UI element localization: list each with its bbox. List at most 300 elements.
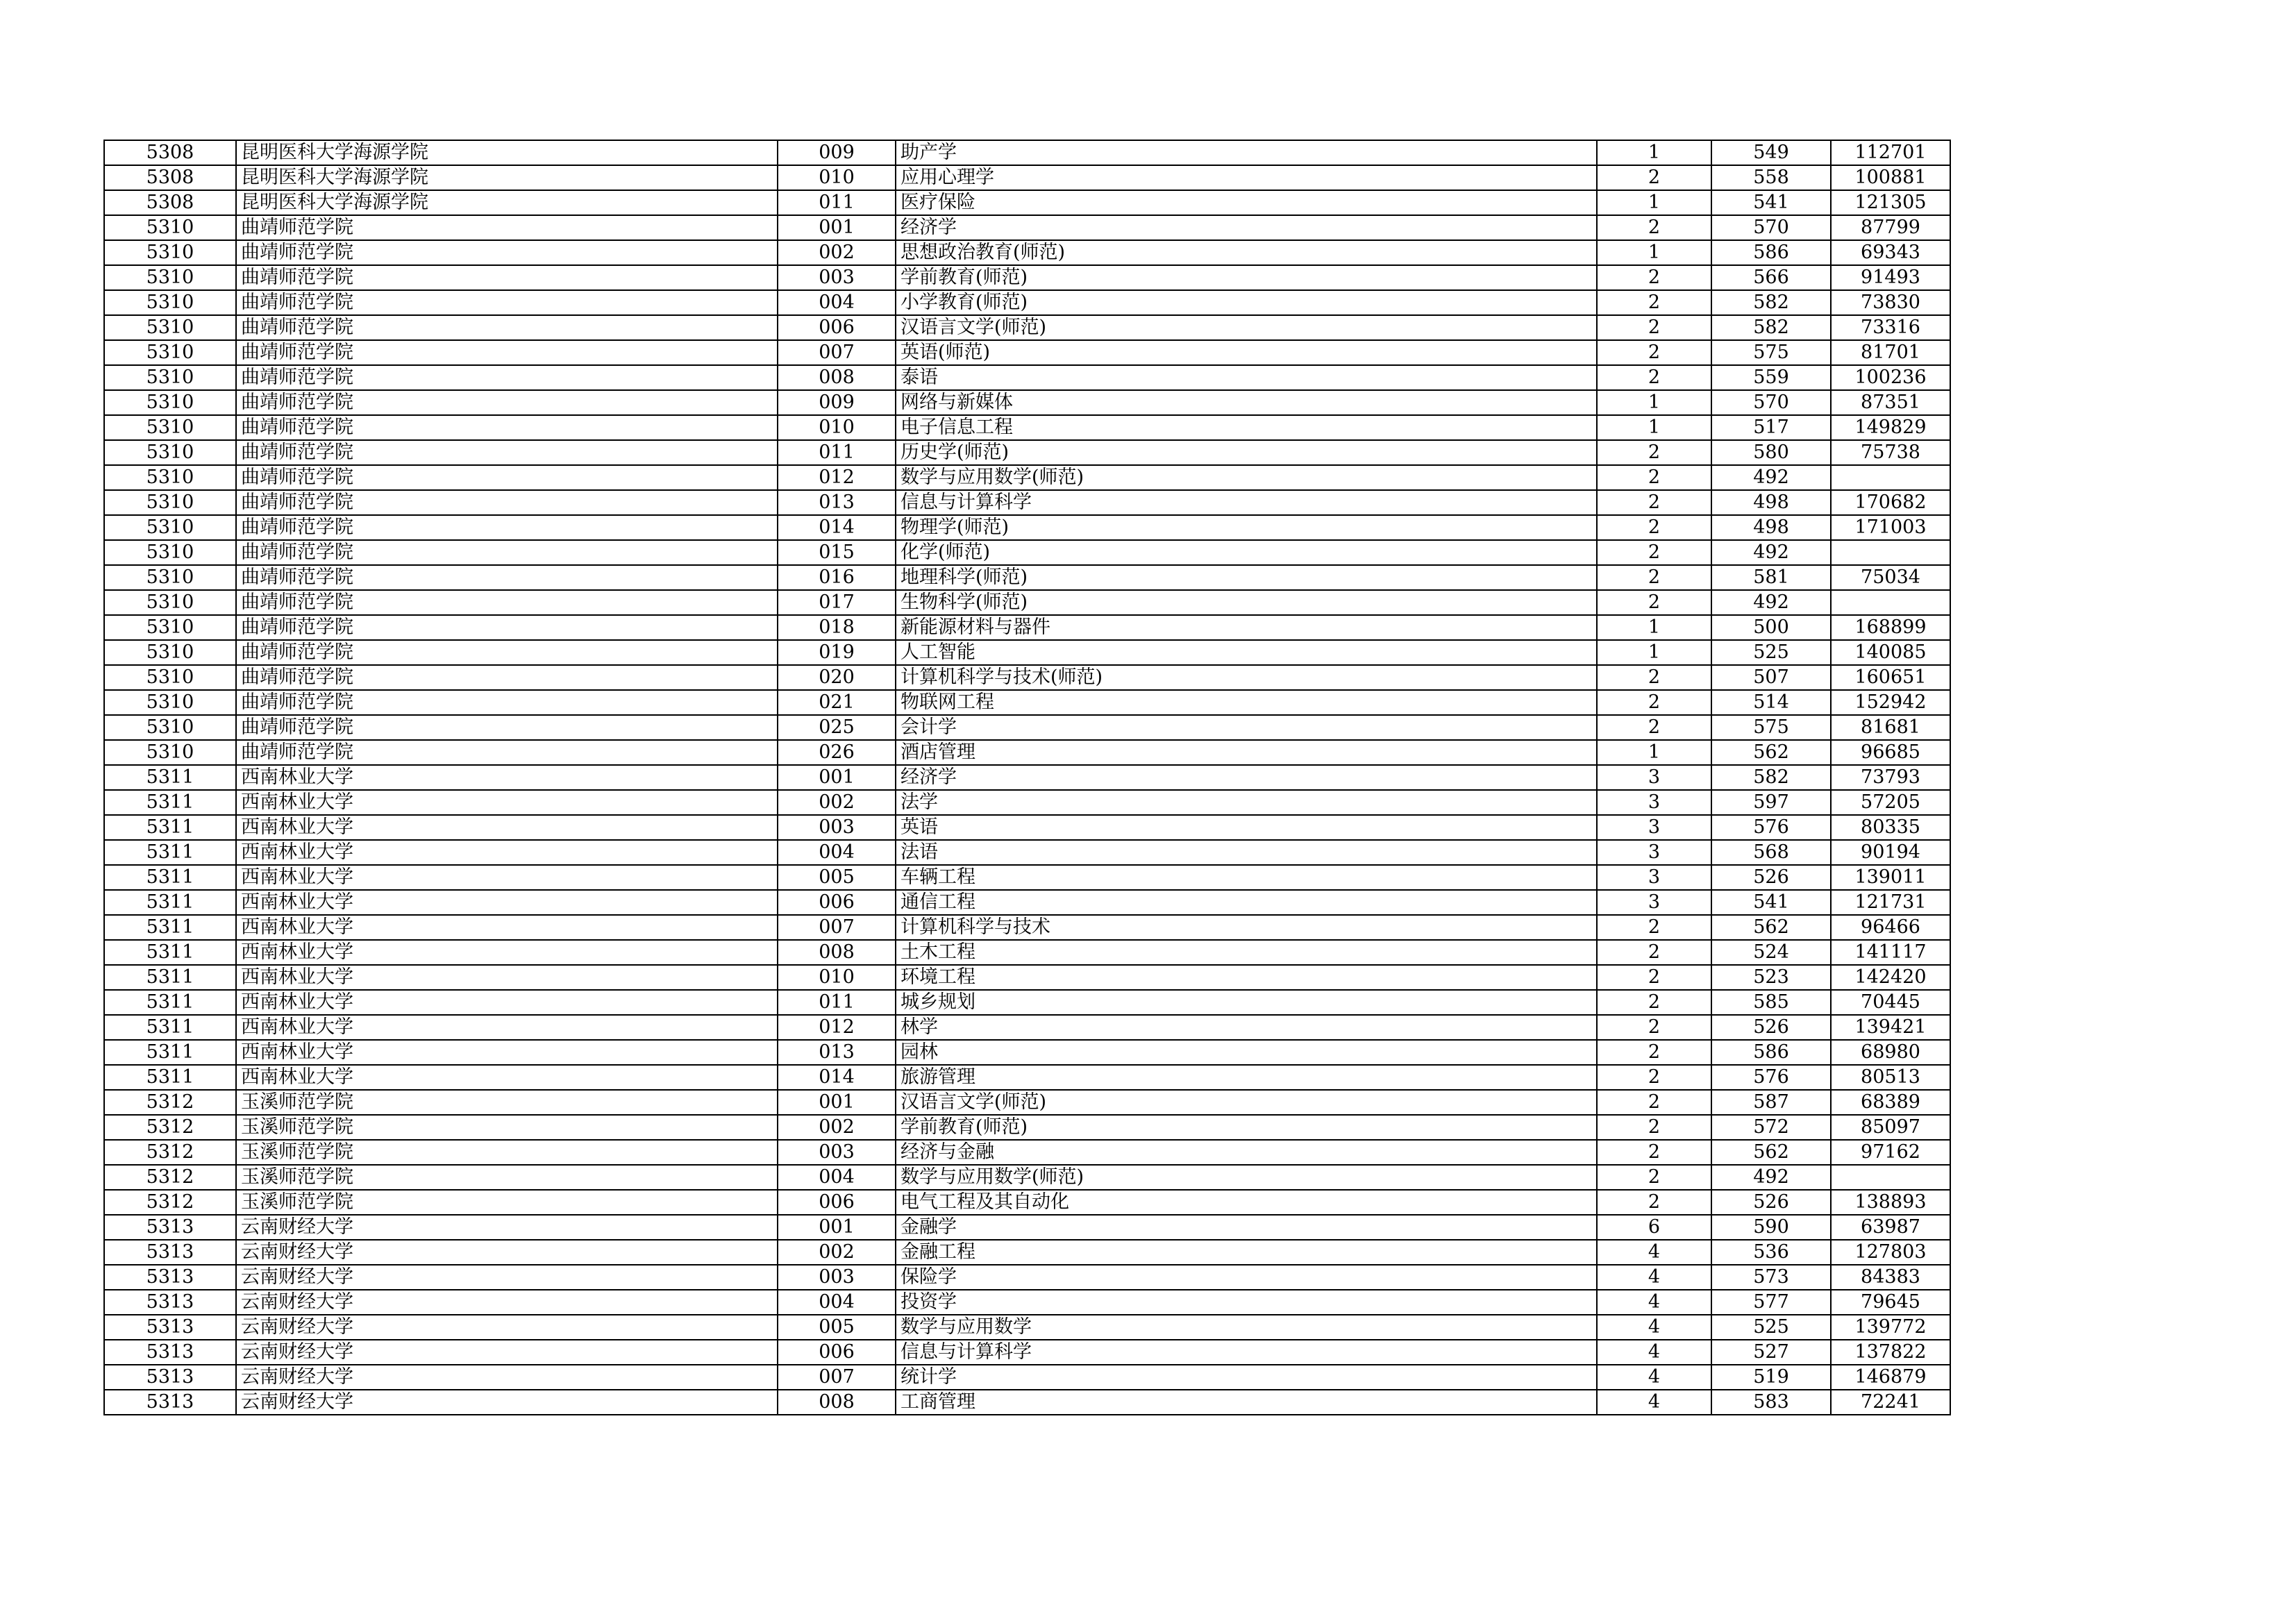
- cell-school-code: 5308: [104, 190, 236, 215]
- cell-school-name: 玉溪师范学院: [236, 1165, 778, 1190]
- cell-min-score: 500: [1711, 615, 1831, 640]
- cell-plan-count: 3: [1597, 865, 1711, 890]
- cell-min-rank: 146879: [1831, 1365, 1950, 1390]
- cell-school-name: 曲靖师范学院: [236, 540, 778, 565]
- cell-plan-count: 2: [1597, 490, 1711, 515]
- cell-major-code: 020: [778, 665, 896, 690]
- cell-school-code: 5310: [104, 640, 236, 665]
- cell-min-score: 526: [1711, 1190, 1831, 1215]
- cell-major-code: 004: [778, 1165, 896, 1190]
- cell-plan-count: 1: [1597, 740, 1711, 765]
- table-row: [104, 590, 1950, 615]
- cell-major-code: 004: [778, 1290, 896, 1315]
- cell-plan-count: 3: [1597, 790, 1711, 815]
- cell-plan-count: 2: [1597, 1015, 1711, 1040]
- cell-school-code: 5311: [104, 915, 236, 940]
- cell-school-code: 5313: [104, 1290, 236, 1315]
- cell-min-score: 570: [1711, 215, 1831, 240]
- cell-major-name: 通信工程: [896, 890, 1597, 915]
- cell-plan-count: 3: [1597, 840, 1711, 865]
- cell-major-code: 006: [778, 1190, 896, 1215]
- cell-plan-count: 2: [1597, 215, 1711, 240]
- cell-school-name: 云南财经大学: [236, 1340, 778, 1365]
- cell-school-name: 西南林业大学: [236, 790, 778, 815]
- cell-min-rank: 168899: [1831, 615, 1950, 640]
- cell-major-name: 历史学(师范): [896, 440, 1597, 465]
- table-row: [104, 190, 1950, 215]
- cell-school-code: 5311: [104, 765, 236, 790]
- cell-min-rank: 75738: [1831, 440, 1950, 465]
- cell-min-rank: 81701: [1831, 340, 1950, 365]
- cell-major-name: 学前教育(师范): [896, 1115, 1597, 1140]
- cell-major-name: 地理科学(师范): [896, 565, 1597, 590]
- cell-major-code: 006: [778, 315, 896, 340]
- cell-min-score: 586: [1711, 1040, 1831, 1065]
- cell-school-name: 云南财经大学: [236, 1390, 778, 1415]
- table-row: [104, 1265, 1950, 1290]
- cell-school-code: 5311: [104, 990, 236, 1015]
- cell-major-code: 016: [778, 565, 896, 590]
- cell-min-rank: 75034: [1831, 565, 1950, 590]
- cell-major-name: 酒店管理: [896, 740, 1597, 765]
- table-row: [104, 340, 1950, 365]
- cell-min-rank: 57205: [1831, 790, 1950, 815]
- cell-min-rank: [1831, 465, 1950, 490]
- cell-major-name: 应用心理学: [896, 165, 1597, 190]
- cell-major-name: 人工智能: [896, 640, 1597, 665]
- table-row: [104, 240, 1950, 265]
- cell-min-rank: 100236: [1831, 365, 1950, 390]
- cell-min-score: 514: [1711, 690, 1831, 715]
- cell-major-code: 019: [778, 640, 896, 665]
- cell-min-score: 587: [1711, 1090, 1831, 1115]
- cell-major-code: 011: [778, 990, 896, 1015]
- cell-min-rank: 87351: [1831, 390, 1950, 415]
- table-row: [104, 740, 1950, 765]
- table-row: [104, 1340, 1950, 1365]
- cell-school-code: 5310: [104, 390, 236, 415]
- cell-min-score: 536: [1711, 1240, 1831, 1265]
- cell-min-rank: 72241: [1831, 1390, 1950, 1415]
- cell-school-name: 曲靖师范学院: [236, 365, 778, 390]
- cell-min-score: 566: [1711, 265, 1831, 290]
- cell-school-code: 5310: [104, 690, 236, 715]
- cell-plan-count: 2: [1597, 690, 1711, 715]
- cell-major-code: 007: [778, 915, 896, 940]
- table-row: [104, 540, 1950, 565]
- cell-major-name: 统计学: [896, 1365, 1597, 1390]
- cell-school-name: 西南林业大学: [236, 815, 778, 840]
- cell-min-score: 582: [1711, 315, 1831, 340]
- cell-school-name: 曲靖师范学院: [236, 290, 778, 315]
- table-row: [104, 1365, 1950, 1390]
- table-row: [104, 690, 1950, 715]
- cell-school-code: 5310: [104, 240, 236, 265]
- cell-major-name: 医疗保险: [896, 190, 1597, 215]
- cell-major-code: 025: [778, 715, 896, 740]
- table-row: [104, 140, 1950, 165]
- cell-plan-count: 1: [1597, 640, 1711, 665]
- cell-min-rank: 100881: [1831, 165, 1950, 190]
- cell-school-name: 西南林业大学: [236, 940, 778, 965]
- cell-min-rank: 160651: [1831, 665, 1950, 690]
- cell-major-code: 002: [778, 240, 896, 265]
- cell-school-name: 昆明医科大学海源学院: [236, 165, 778, 190]
- cell-school-code: 5308: [104, 140, 236, 165]
- cell-school-code: 5310: [104, 615, 236, 640]
- cell-min-score: 575: [1711, 340, 1831, 365]
- cell-plan-count: 2: [1597, 315, 1711, 340]
- cell-school-name: 曲靖师范学院: [236, 740, 778, 765]
- table-row: [104, 165, 1950, 190]
- cell-major-name: 金融学: [896, 1215, 1597, 1240]
- cell-school-name: 曲靖师范学院: [236, 590, 778, 615]
- cell-major-name: 旅游管理: [896, 1065, 1597, 1090]
- cell-min-score: 507: [1711, 665, 1831, 690]
- cell-plan-count: 2: [1597, 965, 1711, 990]
- cell-major-name: 经济学: [896, 765, 1597, 790]
- cell-school-name: 西南林业大学: [236, 915, 778, 940]
- cell-min-rank: 80335: [1831, 815, 1950, 840]
- cell-major-name: 思想政治教育(师范): [896, 240, 1597, 265]
- cell-major-code: 008: [778, 940, 896, 965]
- cell-min-score: 549: [1711, 140, 1831, 165]
- cell-plan-count: 2: [1597, 1065, 1711, 1090]
- cell-school-code: 5311: [104, 840, 236, 865]
- cell-school-code: 5310: [104, 315, 236, 340]
- cell-major-name: 城乡规划: [896, 990, 1597, 1015]
- cell-min-score: 523: [1711, 965, 1831, 990]
- cell-plan-count: 4: [1597, 1390, 1711, 1415]
- cell-major-code: 011: [778, 440, 896, 465]
- cell-school-name: 玉溪师范学院: [236, 1115, 778, 1140]
- table-row: [104, 1290, 1950, 1315]
- cell-min-score: 585: [1711, 990, 1831, 1015]
- cell-school-code: 5310: [104, 340, 236, 365]
- cell-plan-count: 2: [1597, 290, 1711, 315]
- cell-major-name: 英语: [896, 815, 1597, 840]
- cell-min-score: 526: [1711, 1015, 1831, 1040]
- cell-major-name: 汉语言文学(师范): [896, 315, 1597, 340]
- cell-major-code: 021: [778, 690, 896, 715]
- cell-major-name: 投资学: [896, 1290, 1597, 1315]
- cell-min-score: 492: [1711, 465, 1831, 490]
- cell-major-code: 003: [778, 265, 896, 290]
- table-row: [104, 1140, 1950, 1165]
- cell-major-name: 数学与应用数学: [896, 1315, 1597, 1340]
- cell-school-name: 曲靖师范学院: [236, 640, 778, 665]
- cell-school-name: 曲靖师范学院: [236, 340, 778, 365]
- cell-school-code: 5310: [104, 740, 236, 765]
- cell-min-rank: 63987: [1831, 1215, 1950, 1240]
- cell-plan-count: 2: [1597, 1040, 1711, 1065]
- cell-min-rank: 84383: [1831, 1265, 1950, 1290]
- cell-school-name: 云南财经大学: [236, 1315, 778, 1340]
- cell-major-code: 001: [778, 765, 896, 790]
- cell-major-code: 010: [778, 415, 896, 440]
- cell-school-name: 曲靖师范学院: [236, 390, 778, 415]
- cell-min-score: 575: [1711, 715, 1831, 740]
- table-row: [104, 390, 1950, 415]
- cell-min-score: 492: [1711, 590, 1831, 615]
- cell-min-score: 597: [1711, 790, 1831, 815]
- cell-major-code: 005: [778, 1315, 896, 1340]
- cell-major-code: 013: [778, 1040, 896, 1065]
- table-body: [104, 140, 1950, 1415]
- cell-min-score: 590: [1711, 1215, 1831, 1240]
- cell-major-name: 经济学: [896, 215, 1597, 240]
- cell-min-score: 582: [1711, 290, 1831, 315]
- table-row: [104, 490, 1950, 515]
- cell-major-code: 007: [778, 340, 896, 365]
- cell-plan-count: 2: [1597, 565, 1711, 590]
- cell-school-code: 5310: [104, 290, 236, 315]
- cell-school-name: 玉溪师范学院: [236, 1140, 778, 1165]
- cell-min-score: 559: [1711, 365, 1831, 390]
- cell-school-code: 5310: [104, 415, 236, 440]
- table-row: [104, 440, 1950, 465]
- cell-major-name: 法语: [896, 840, 1597, 865]
- cell-major-name: 林学: [896, 1015, 1597, 1040]
- cell-min-rank: [1831, 590, 1950, 615]
- cell-major-code: 018: [778, 615, 896, 640]
- cell-school-code: 5310: [104, 440, 236, 465]
- table-row: [104, 790, 1950, 815]
- cell-min-score: 526: [1711, 865, 1831, 890]
- cell-school-name: 玉溪师范学院: [236, 1190, 778, 1215]
- cell-plan-count: 4: [1597, 1315, 1711, 1340]
- cell-major-code: 017: [778, 590, 896, 615]
- table-row: [104, 1090, 1950, 1115]
- cell-major-code: 013: [778, 490, 896, 515]
- cell-major-code: 008: [778, 1390, 896, 1415]
- cell-major-name: 助产学: [896, 140, 1597, 165]
- cell-min-score: 498: [1711, 515, 1831, 540]
- cell-min-rank: [1831, 1165, 1950, 1190]
- cell-plan-count: 2: [1597, 1115, 1711, 1140]
- cell-school-code: 5312: [104, 1190, 236, 1215]
- cell-min-rank: 73316: [1831, 315, 1950, 340]
- cell-school-code: 5308: [104, 165, 236, 190]
- cell-min-rank: 127803: [1831, 1240, 1950, 1265]
- cell-major-code: 009: [778, 390, 896, 415]
- cell-school-code: 5311: [104, 1015, 236, 1040]
- cell-school-name: 云南财经大学: [236, 1240, 778, 1265]
- cell-min-score: 517: [1711, 415, 1831, 440]
- cell-plan-count: 2: [1597, 465, 1711, 490]
- cell-major-name: 新能源材料与器件: [896, 615, 1597, 640]
- table-row: [104, 1390, 1950, 1415]
- cell-plan-count: 2: [1597, 165, 1711, 190]
- table-row: [104, 1315, 1950, 1340]
- cell-school-code: 5310: [104, 515, 236, 540]
- cell-plan-count: 2: [1597, 1140, 1711, 1165]
- table-row: [104, 1215, 1950, 1240]
- cell-major-code: 003: [778, 815, 896, 840]
- cell-min-score: 583: [1711, 1390, 1831, 1415]
- cell-min-score: 576: [1711, 1065, 1831, 1090]
- cell-plan-count: 2: [1597, 990, 1711, 1015]
- cell-major-code: 002: [778, 1115, 896, 1140]
- table-row: [104, 840, 1950, 865]
- cell-min-rank: 73830: [1831, 290, 1950, 315]
- cell-school-name: 西南林业大学: [236, 765, 778, 790]
- cell-major-code: 003: [778, 1265, 896, 1290]
- cell-school-code: 5310: [104, 565, 236, 590]
- cell-min-rank: 69343: [1831, 240, 1950, 265]
- cell-min-score: 581: [1711, 565, 1831, 590]
- cell-major-name: 泰语: [896, 365, 1597, 390]
- cell-major-code: 004: [778, 840, 896, 865]
- cell-min-score: 562: [1711, 1140, 1831, 1165]
- cell-min-score: 498: [1711, 490, 1831, 515]
- cell-plan-count: 2: [1597, 515, 1711, 540]
- cell-major-name: 数学与应用数学(师范): [896, 465, 1597, 490]
- cell-min-rank: 68389: [1831, 1090, 1950, 1115]
- cell-school-code: 5311: [104, 865, 236, 890]
- cell-major-name: 环境工程: [896, 965, 1597, 990]
- cell-major-name: 学前教育(师范): [896, 265, 1597, 290]
- cell-school-name: 曲靖师范学院: [236, 265, 778, 290]
- cell-min-rank: 149829: [1831, 415, 1950, 440]
- cell-min-rank: 87799: [1831, 215, 1950, 240]
- cell-plan-count: 3: [1597, 815, 1711, 840]
- cell-school-name: 曲靖师范学院: [236, 715, 778, 740]
- table-row: [104, 615, 1950, 640]
- cell-min-rank: 79645: [1831, 1290, 1950, 1315]
- table-row: [104, 965, 1950, 990]
- cell-plan-count: 6: [1597, 1215, 1711, 1240]
- cell-min-rank: 140085: [1831, 640, 1950, 665]
- cell-min-score: 580: [1711, 440, 1831, 465]
- cell-major-code: 002: [778, 790, 896, 815]
- cell-major-code: 007: [778, 1365, 896, 1390]
- cell-school-name: 曲靖师范学院: [236, 465, 778, 490]
- cell-min-score: 562: [1711, 915, 1831, 940]
- cell-min-score: 558: [1711, 165, 1831, 190]
- cell-min-rank: 121305: [1831, 190, 1950, 215]
- cell-plan-count: 3: [1597, 765, 1711, 790]
- cell-min-score: 573: [1711, 1265, 1831, 1290]
- cell-school-name: 曲靖师范学院: [236, 215, 778, 240]
- cell-school-code: 5312: [104, 1090, 236, 1115]
- cell-min-score: 492: [1711, 540, 1831, 565]
- table-row: [104, 665, 1950, 690]
- cell-major-code: 014: [778, 1065, 896, 1090]
- table-row: [104, 515, 1950, 540]
- cell-school-name: 云南财经大学: [236, 1365, 778, 1390]
- cell-plan-count: 2: [1597, 440, 1711, 465]
- cell-school-code: 5311: [104, 890, 236, 915]
- cell-major-name: 物联网工程: [896, 690, 1597, 715]
- cell-major-code: 001: [778, 215, 896, 240]
- cell-major-name: 物理学(师范): [896, 515, 1597, 540]
- table-row: [104, 640, 1950, 665]
- cell-major-code: 014: [778, 515, 896, 540]
- cell-min-rank: 97162: [1831, 1140, 1950, 1165]
- cell-min-score: 576: [1711, 815, 1831, 840]
- cell-school-name: 曲靖师范学院: [236, 415, 778, 440]
- cell-major-code: 012: [778, 465, 896, 490]
- cell-major-code: 008: [778, 365, 896, 390]
- cell-min-rank: [1831, 540, 1950, 565]
- cell-plan-count: 2: [1597, 940, 1711, 965]
- cell-major-code: 011: [778, 190, 896, 215]
- cell-school-code: 5313: [104, 1215, 236, 1240]
- cell-major-code: 002: [778, 1240, 896, 1265]
- cell-school-code: 5311: [104, 940, 236, 965]
- cell-major-name: 化学(师范): [896, 540, 1597, 565]
- cell-plan-count: 2: [1597, 365, 1711, 390]
- table-row: [104, 765, 1950, 790]
- cell-major-name: 工商管理: [896, 1390, 1597, 1415]
- table-row: [104, 815, 1950, 840]
- cell-min-rank: 121731: [1831, 890, 1950, 915]
- cell-plan-count: 2: [1597, 1090, 1711, 1115]
- cell-major-name: 汉语言文学(师范): [896, 1090, 1597, 1115]
- cell-major-code: 015: [778, 540, 896, 565]
- cell-plan-count: 4: [1597, 1290, 1711, 1315]
- table-row: [104, 940, 1950, 965]
- cell-min-rank: 170682: [1831, 490, 1950, 515]
- cell-major-name: 土木工程: [896, 940, 1597, 965]
- cell-school-code: 5313: [104, 1240, 236, 1265]
- cell-school-name: 云南财经大学: [236, 1290, 778, 1315]
- cell-school-name: 曲靖师范学院: [236, 240, 778, 265]
- cell-school-code: 5311: [104, 1065, 236, 1090]
- cell-school-code: 5310: [104, 490, 236, 515]
- cell-school-code: 5310: [104, 715, 236, 740]
- table-row: [104, 465, 1950, 490]
- cell-major-code: 006: [778, 1340, 896, 1365]
- cell-major-code: 009: [778, 140, 896, 165]
- cell-min-rank: 171003: [1831, 515, 1950, 540]
- cell-major-name: 会计学: [896, 715, 1597, 740]
- cell-school-code: 5310: [104, 665, 236, 690]
- cell-school-code: 5312: [104, 1165, 236, 1190]
- cell-school-name: 西南林业大学: [236, 1040, 778, 1065]
- cell-major-name: 数学与应用数学(师范): [896, 1165, 1597, 1190]
- cell-major-code: 005: [778, 865, 896, 890]
- cell-plan-count: 1: [1597, 415, 1711, 440]
- cell-school-code: 5313: [104, 1365, 236, 1390]
- cell-school-code: 5312: [104, 1140, 236, 1165]
- cell-school-code: 5313: [104, 1390, 236, 1415]
- cell-plan-count: 1: [1597, 390, 1711, 415]
- cell-min-score: 525: [1711, 640, 1831, 665]
- cell-school-code: 5310: [104, 590, 236, 615]
- cell-min-rank: 138893: [1831, 1190, 1950, 1215]
- cell-min-score: 525: [1711, 1315, 1831, 1340]
- cell-school-name: 云南财经大学: [236, 1265, 778, 1290]
- cell-major-code: 010: [778, 965, 896, 990]
- table-row: [104, 265, 1950, 290]
- cell-min-rank: 139011: [1831, 865, 1950, 890]
- cell-school-name: 曲靖师范学院: [236, 615, 778, 640]
- cell-min-score: 582: [1711, 765, 1831, 790]
- cell-school-name: 西南林业大学: [236, 990, 778, 1015]
- cell-min-rank: 141117: [1831, 940, 1950, 965]
- cell-min-score: 519: [1711, 1365, 1831, 1390]
- cell-school-name: 玉溪师范学院: [236, 1090, 778, 1115]
- cell-major-name: 计算机科学与技术: [896, 915, 1597, 940]
- cell-min-score: 572: [1711, 1115, 1831, 1140]
- table-row: [104, 290, 1950, 315]
- cell-school-name: 西南林业大学: [236, 840, 778, 865]
- cell-major-code: 001: [778, 1215, 896, 1240]
- cell-min-rank: 85097: [1831, 1115, 1950, 1140]
- cell-plan-count: 1: [1597, 615, 1711, 640]
